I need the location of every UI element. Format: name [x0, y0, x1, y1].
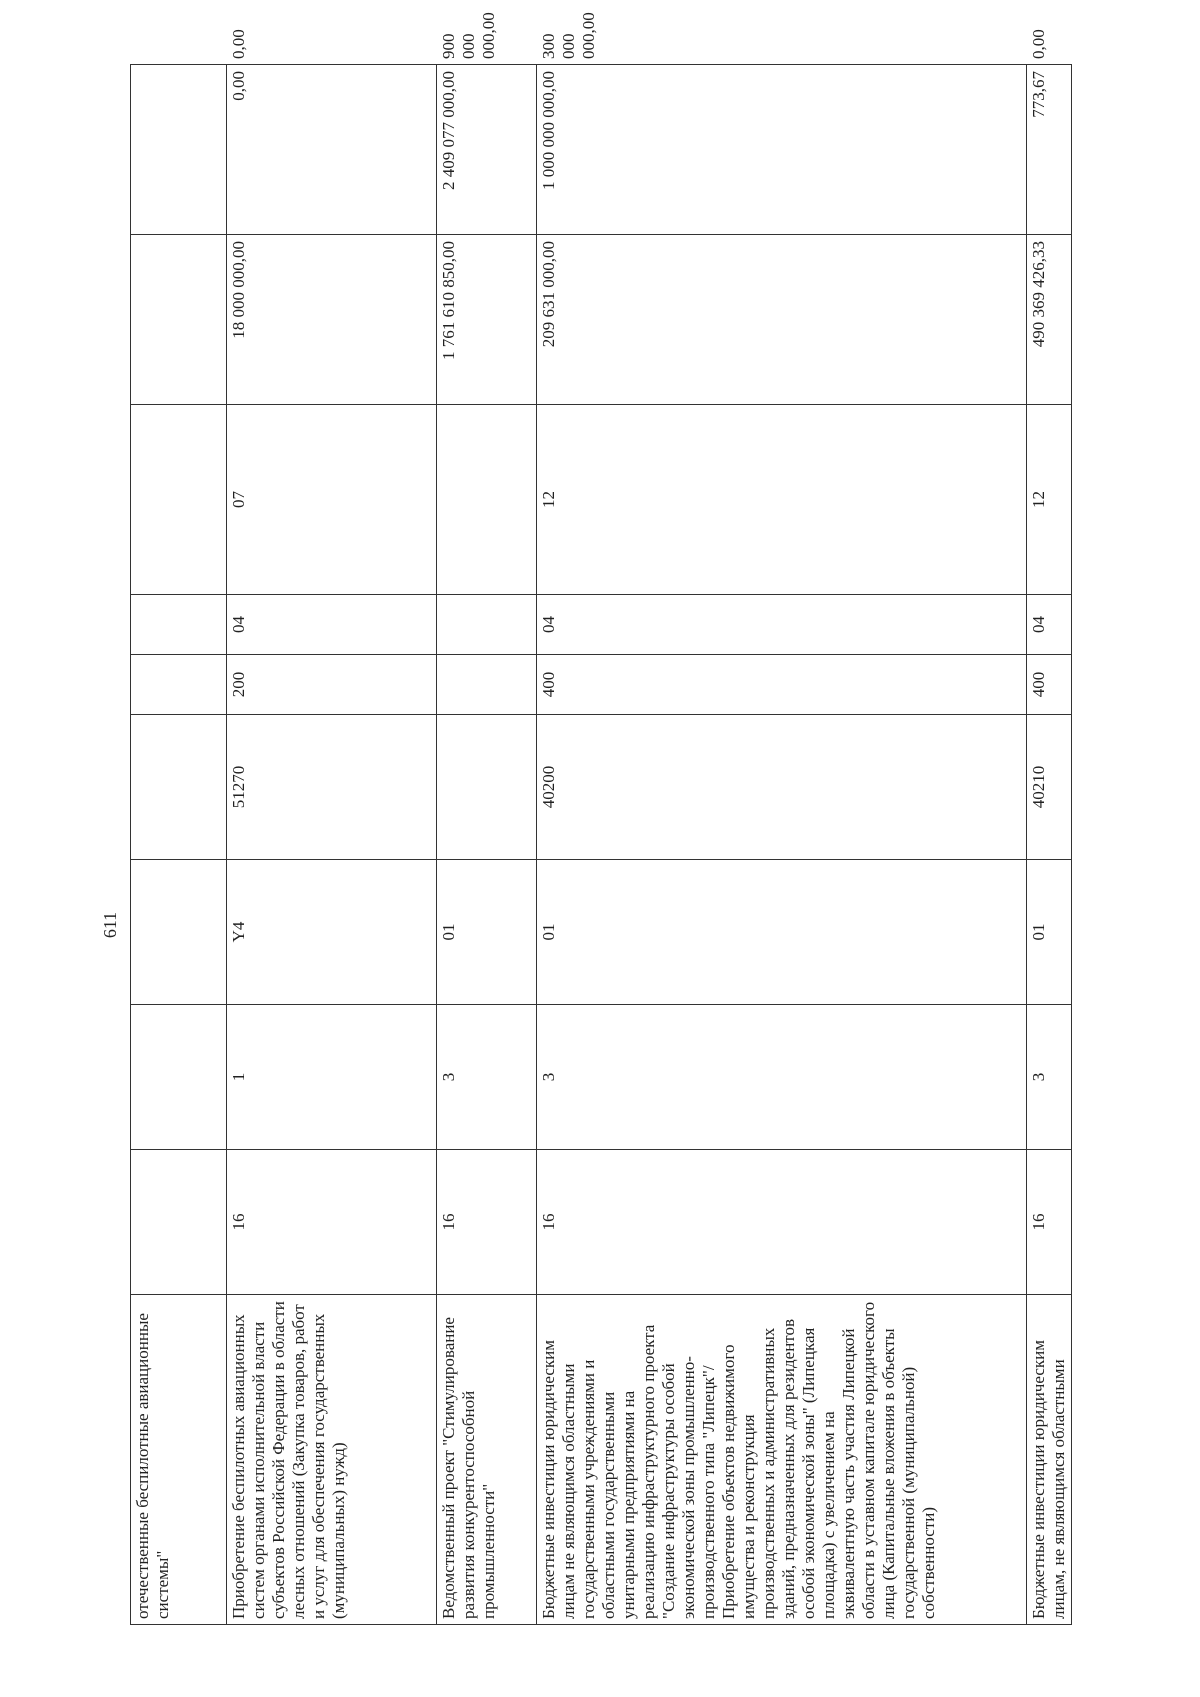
table-row: Бюджетные инвестиции юридическим лицам, не являющимся областными 16 3 01 40210 400 04 12 490 369 426,33 773,67 0,00: [1027, 65, 1072, 1625]
row-code-6: 04: [1027, 595, 1072, 655]
row-value-1: [131, 235, 227, 405]
row-code-6: [131, 595, 227, 655]
row-code-7: 07: [227, 405, 437, 595]
row-description: Приобретение беспилотных авиационных систем органами исполнительной власти субъектов Российской Федерации в области лесных отношений (Закупка товаров, работ и услуг для обеспечения государственных (муниципальных) нужд): [227, 1295, 437, 1625]
row-code-4: [131, 715, 227, 860]
row-code-2: 3: [537, 1005, 1027, 1150]
row-code-5: 200: [227, 655, 437, 715]
row-value-2: 773,67: [1027, 65, 1072, 235]
row-code-2: 3: [1027, 1005, 1072, 1150]
row-code-6: [437, 595, 537, 655]
row-value-2: [131, 65, 227, 235]
row-value-2: 2 409 077 000,00: [437, 65, 537, 235]
row-code-7: 12: [537, 405, 1027, 595]
row-value-2: 1 000 000 000,00: [537, 65, 1027, 235]
row-code-4: 40210: [1027, 715, 1072, 860]
row-code-7: 12: [1027, 405, 1072, 595]
row-description: Ведомственный проект "Стимулирование развития конкурентоспособной промышленности": [437, 1295, 537, 1625]
row-value-2: 0,00: [227, 65, 437, 235]
row-code-3: 01: [1027, 860, 1072, 1005]
row-code-2: 3: [437, 1005, 537, 1150]
row-code-6: 04: [227, 595, 437, 655]
budget-table: [130, 12, 1072, 1625]
budget-table-rotated: [130, 12, 1070, 1625]
row-code-5: 400: [1027, 655, 1072, 715]
page-number: 611: [100, 911, 120, 939]
row-code-1: 16: [227, 1150, 437, 1295]
row-code-1: [131, 1150, 227, 1295]
row-code-1: 16: [537, 1150, 1027, 1295]
table-row: Ведомственный проект "Стимулирование развития конкурентоспособной промышленности" 16 3 01 1 761 610 850,00 2 409 077 000,00 900 000 000,00: [437, 65, 537, 1625]
row-description: Бюджетные инвестиции юридическим лицам не являющимся областными государственными учреждениями и областными государственными унитарными предприятиями на реализацию инфраструктурного проекта "Создание инфраструктуры особой экономической зоны промышленно-производственного типа "Липецк"/Приобретение объектов недвижимого имущества и реконструкция производственных и административных зданий, предназначенных для резидентов особой экономической зоны" (Липецкая площадка) с увеличением на эквивалентную часть участия Липецкой области в уставном капитале юридического лица (Капитальные вложения в объекты государственной (муниципальной) собственности): [537, 1295, 1027, 1625]
row-code-7: [437, 405, 537, 595]
row-description: отечественные беспилотные авиационные системы": [131, 1295, 227, 1625]
row-code-5: 400: [537, 655, 1027, 715]
row-code-2: 1: [227, 1005, 437, 1150]
row-code-3: [131, 860, 227, 1005]
row-code-5: [131, 655, 227, 715]
row-code-4: 40200: [537, 715, 1027, 860]
row-code-3: Y4: [227, 860, 437, 1005]
row-code-2: [131, 1005, 227, 1150]
row-value-1: 209 631 000,00: [537, 235, 1027, 405]
row-code-1: 16: [1027, 1150, 1072, 1295]
row-value-1: 18 000 000,00: [227, 235, 437, 405]
row-description: Бюджетные инвестиции юридическим лицам, не являющимся областными: [1027, 1295, 1072, 1625]
row-value-1: 490 369 426,33: [1027, 235, 1072, 405]
row-code-3: 01: [437, 860, 537, 1005]
row-code-6: 04: [537, 595, 1027, 655]
row-code-4: [437, 715, 537, 860]
row-code-3: 01: [537, 860, 1027, 1005]
row-code-7: [131, 405, 227, 595]
table-row: Бюджетные инвестиции юридическим лицам не являющимся областными государственными учреждениями и областными государственными унитарными предприятиями на реализацию инфраструктурного проекта "Создание инфраструктуры особой экономической зоны промышленно-производственного типа "Липецк"/Приобретение объектов недвижимого имущества и реконструкция производственных и административных зданий, предназначенных для резидентов особой экономической зоны" (Липецкая площадка) с увеличением на эквивалентную часть участия Липецкой области в уставном капитале юридического лица (Капитальные вложения в объекты государственной (муниципальной) собственности) 16 3 01 40200 400 04 12 209 631 000,00 1 000 000 000,00 300 000 000,00: [537, 65, 1027, 1625]
row-code-4: 51270: [227, 715, 437, 860]
row-code-1: 16: [437, 1150, 537, 1295]
row-code-5: [437, 655, 537, 715]
table-row: Приобретение беспилотных авиационных систем органами исполнительной власти субъектов Российской Федерации в области лесных отношений (Закупка товаров, работ и услуг для обеспечения государственных (муниципальных) нужд) 16 1 Y4 51270 200 04 07 18 000 000,00 0,00 0,00: [227, 65, 437, 1625]
row-value-1: 1 761 610 850,00: [437, 235, 537, 405]
table-row: [131, 65, 227, 1625]
